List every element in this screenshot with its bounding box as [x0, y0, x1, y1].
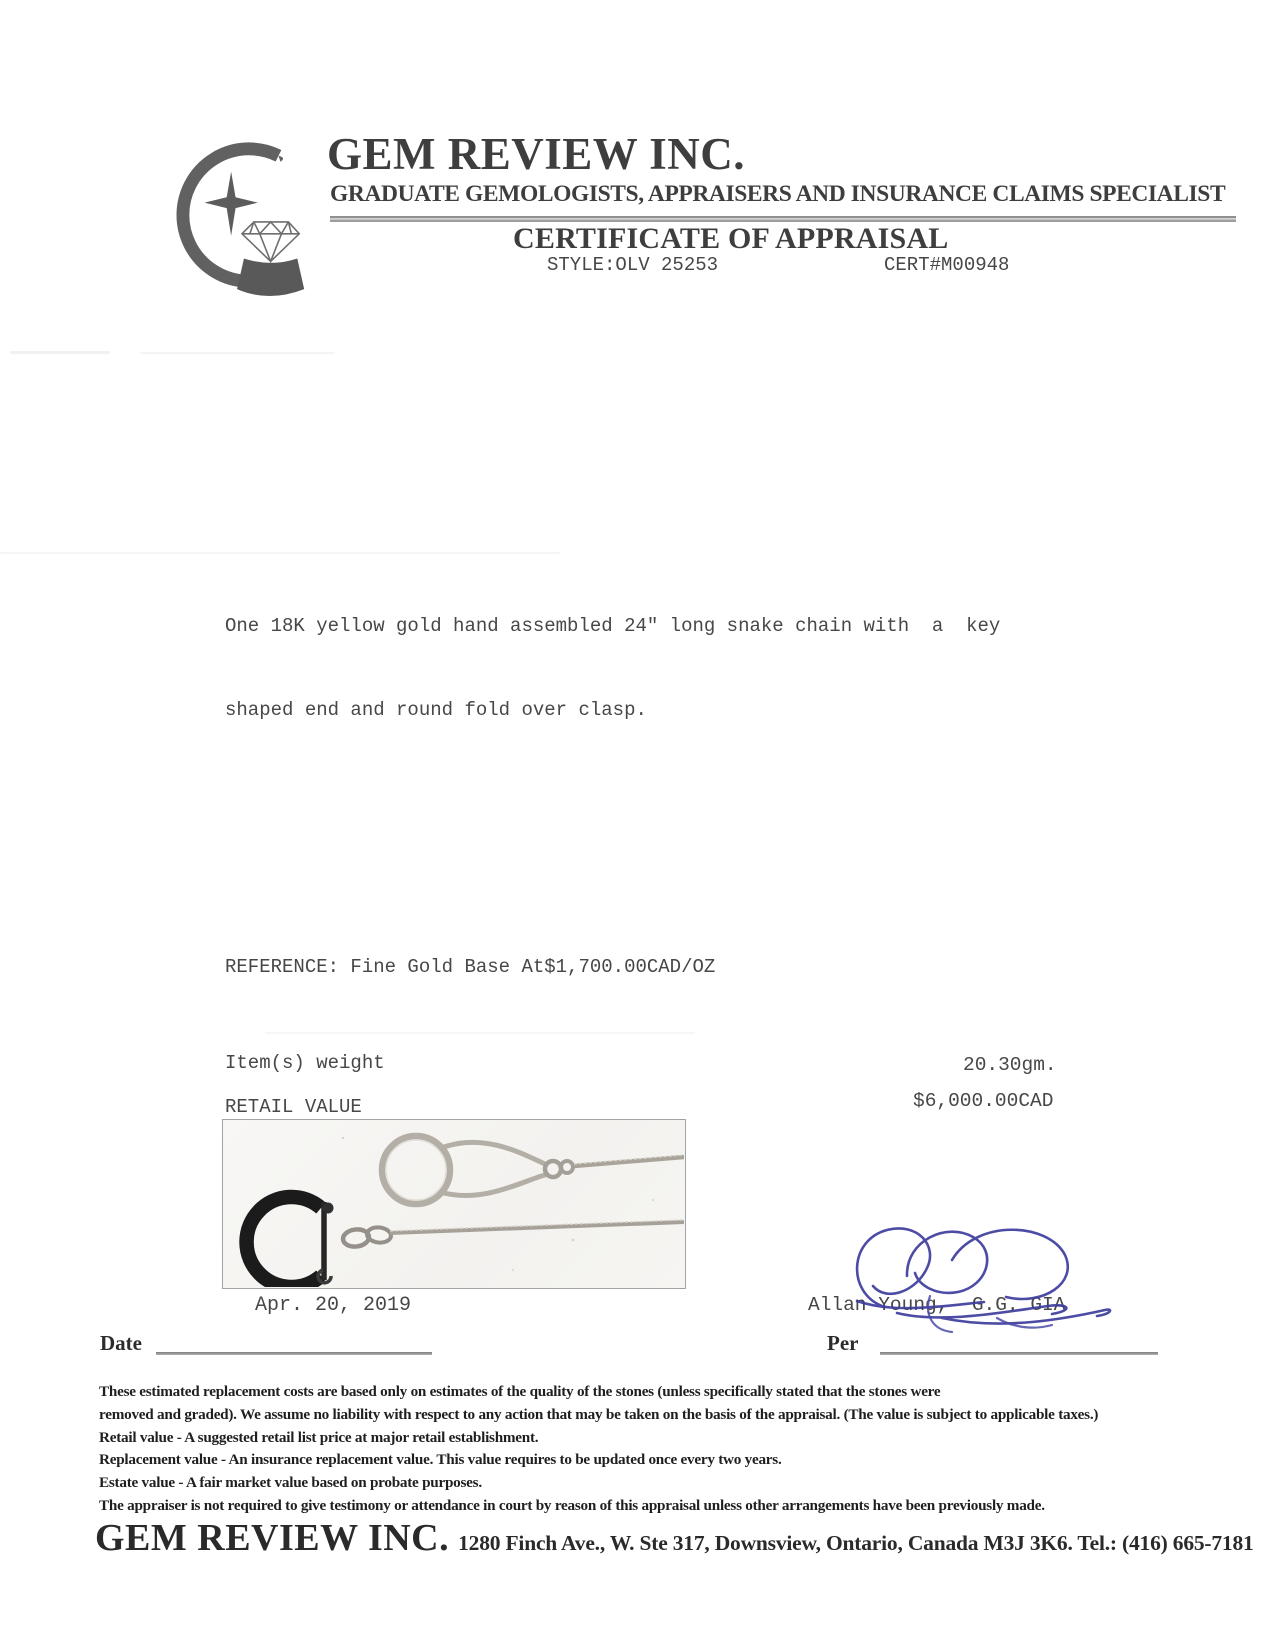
reference-gold-base: REFERENCE: Fine Gold Base At$1,700.00CAD/OZ [225, 956, 716, 978]
per-signature-line [880, 1352, 1158, 1355]
company-name: GEM REVIEW INC. [327, 129, 745, 179]
per-label: Per [827, 1331, 859, 1355]
retail-value-label: RETAIL VALUE [225, 1096, 362, 1118]
date-label: Date [100, 1331, 142, 1355]
gem-g-crescent-diamond-icon [162, 136, 320, 296]
disclaimer-line: The appraiser is not required to give testimony or attendance in court by reason of this appraisal unless other arrangements have been previously made. [99, 1496, 1045, 1514]
retail-value-amount: $6,000.00CAD [913, 1090, 1054, 1112]
item-description-line2: shaped end and round fold over clasp. [225, 699, 647, 721]
disclaimer-line: removed and graded). We assume no liability with respect to any action that may be taken on the basis of the appraisal. (The value is subject to applicable taxes.) [99, 1405, 1099, 1423]
certificate-number: CERT#M00948 [884, 254, 1010, 276]
appraiser-signature [812, 1206, 1117, 1340]
scan-smudge [0, 552, 560, 554]
footer-company-name: GEM REVIEW INC. [95, 1517, 450, 1559]
disclaimer-line: Retail value - A suggested retail list price at major retail establishment. [99, 1428, 539, 1446]
signature-ink-icon [812, 1206, 1117, 1340]
appraiser-name: Allan Young, G.G. GIA [808, 1294, 1066, 1316]
company-tagline: GRADUATE GEMOLOGISTS, APPRAISERS AND INSURANCE CLAIMS SPECIALIST [330, 181, 1226, 207]
item-description [225, 556, 1000, 780]
style-number: STYLE:OLV 25253 [547, 254, 719, 276]
disclaimer-line: Replacement value - An insurance replacement value. This value requires to be updated once every two years. [99, 1451, 782, 1469]
scan-smudge [10, 351, 110, 354]
disclaimer-line: These estimated replacement costs are based only on estimates of the quality of the stones (unless specifically stated that the stones were [99, 1383, 941, 1400]
disclaimer-text [99, 1381, 1169, 1518]
certificate-title: CERTIFICATE OF APPRAISAL [513, 222, 949, 255]
scan-smudge [140, 352, 335, 354]
item-description-line1: One 18K yellow gold hand assembled 24" long snake chain with a key [225, 615, 1001, 637]
weight-label: Item(s) weight [225, 1052, 385, 1074]
date-signature-line [156, 1352, 432, 1355]
necklace-photo-illustration [223, 1120, 684, 1287]
footer-address: 1280 Finch Ave., W. Ste 317, Downsview, Ontario, Canada M3J 3K6. Tel.: (416) 665-7181 [458, 1531, 1254, 1555]
disclaimer-line: Estate value - A fair market value based on probate purposes. [99, 1474, 482, 1492]
scan-smudge [265, 1032, 695, 1034]
appraisal-date: Apr. 20, 2019 [255, 1294, 412, 1317]
gem-review-logo [162, 136, 320, 296]
footer [95, 1516, 1254, 1560]
item-photo [222, 1119, 686, 1289]
weight-value: 20.30gm. [963, 1054, 1057, 1076]
